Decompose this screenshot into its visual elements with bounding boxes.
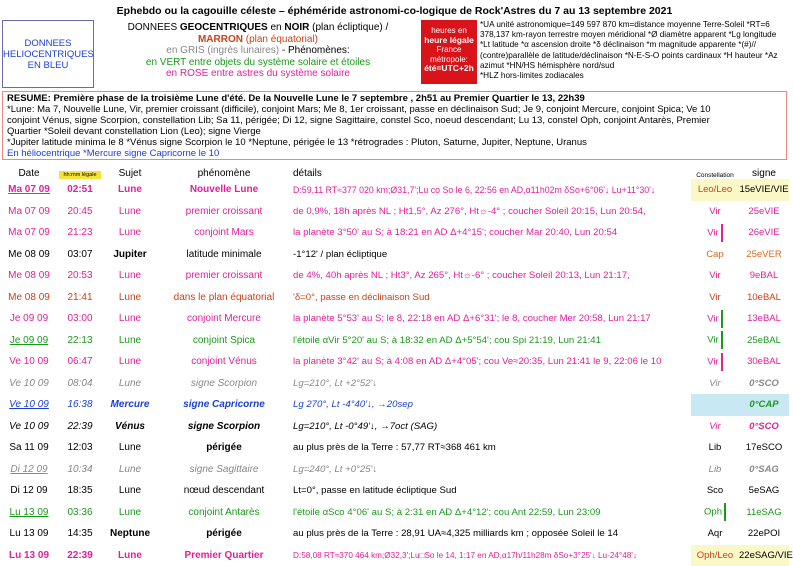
cell-const: Lib [691,437,739,459]
units-line: *Lt latitude *α ascension droite *δ déclinaison *m magnitude apparente *(#)// [480,40,789,50]
cell-sujet: Lune [102,480,158,502]
cell-date: Ve 10 09 [0,416,58,438]
geo-vert: en VERT entre objets du système solaire et étoiles [96,57,420,69]
cell-details: -1°12' / plan écliptique [290,244,691,266]
cell-signe: 0°SCO [739,373,789,395]
cell-const: Aqr [691,523,739,545]
cell-phen: Premier Quartier [158,545,290,566]
legal-time-box [421,20,477,84]
cell-signe: 0°CAP [739,394,789,416]
geo-text: DONNEES [128,22,180,33]
cell-phen: conjoint Spica [158,330,290,352]
table-row [0,330,789,352]
cell-time: 22:39 [58,545,102,566]
table-row [0,179,789,201]
cell-time: 03:36 [58,502,102,524]
cell-const: Vir [691,265,739,287]
marker-bar [721,224,723,242]
cell-sujet: Neptune [102,523,158,545]
cell-phen: conjoint Mercure [158,308,290,330]
col-phen: phénomène [158,164,290,179]
cell-details: Lt=0°, passe en latitude écliptique Sud [290,480,691,502]
cell-sujet: Lune [102,437,158,459]
cell-signe: 25eVIE [739,201,789,223]
table-row [0,222,789,244]
cell-details [290,287,691,309]
marker-bar [721,310,723,328]
cell-details: D:59,11 RT≈377 020 km;Ø31,7';Lu co So le 6, 22:56 en AD,α11h02m δSo+6°06'↓ Lu+11°30'↓ [290,179,691,201]
cell-sujet: Lune [102,179,158,201]
resume-line: *Lune: Ma 7, Nouvelle Lune, Vir, premier croissant (difficile), conjoint Mars; Me 8, 1er croissant, passe en déclinaison Sud; Je 9, conjoint Mercure, conjoint Spica; Ve 10 [7,104,782,115]
cell-date: Ma 07 09 [0,201,58,223]
cell-phen: signe Scorpion [158,373,290,395]
cell-phen: premier croissant [158,265,290,287]
cell-date [0,179,58,201]
legal-line: France [421,45,477,55]
geo-rose: en ROSE entre astres du système solaire [96,68,420,80]
cell-signe: 25eBAL [739,330,789,352]
cell-phen: signe Sagittaire [158,459,290,481]
date-text: Lu 13 09 [10,507,49,518]
cell-sujet: Vénus [102,416,158,438]
legal-line: été=UTC+2h [424,63,474,73]
cell-date: Me 08 09 [0,287,58,309]
cell-sujet: Lune [102,330,158,352]
helio-line: HELIOCENTRIQUES [3,49,93,60]
cell-phen: latitude minimale [158,244,290,266]
resume-line: conjoint Vénus, signe Scorpion, constellation Lib; Sa 11, périgée; Di 12, signe Sagittaire, constel Sco, noeud descendant; Lu 13, constel Oph, conjoint Antarès, Premier [7,115,782,126]
cell-date [0,394,58,416]
const-text: Vir [707,356,718,367]
cell-time: 14:35 [58,523,102,545]
cell-date: Me 08 09 [0,265,58,287]
table-row [0,201,789,223]
cell-sujet: Lune [102,222,158,244]
marker-bar [724,503,726,521]
cell-date: Lu 13 09 [0,523,58,545]
resume-box [2,91,787,160]
table-row [0,459,789,481]
cell-time: 20:53 [58,265,102,287]
cell-signe: 9eBAL [739,265,789,287]
cell-phen: conjoint Antarès [158,502,290,524]
units-line: 378,137 km-rayon terrestre moyen méridional *Ø diamètre apparent *Lg longitude [480,30,789,40]
cell-const [691,394,739,416]
cell-sujet: Jupiter [102,244,158,266]
cell-date: Ma 07 09 [0,222,58,244]
cell-details: la planète 5°53' au S; le 8, 22:18 en AD Δ+6°31'; le 8, coucher Mer 20:58, Lun 21:17 [290,308,691,330]
cell-const: Leo/Leo [691,179,739,201]
resume-line: RESUME: Première phase de la troisième Lune d'été. De la Nouvelle Lune le 7 septembre , 2h51 au Premier Quartier le 13, 22h39 [7,93,585,104]
cell-phen: signe Capricorne [158,394,290,416]
cell-time: 10:34 [58,459,102,481]
cell-signe: 5eSAG [739,480,789,502]
cell-signe: 0°SCO [739,416,789,438]
cell-signe: 17eSCO [739,437,789,459]
const-text: Vir [707,227,718,238]
table-row [0,265,789,287]
cell-time: 22:13 [58,330,102,352]
phen-text: signe Scorpion [188,421,260,432]
cell-date: Lu 13 09 [0,545,58,566]
cell-phen: dans le plan équatorial [158,287,290,309]
cell-date: Je 09 09 [0,308,58,330]
col-signe: signe [739,164,789,179]
cell-sujet: Lune [102,459,158,481]
table-row [0,437,789,459]
cell-date: Ve 10 09 [0,351,58,373]
cell-phen: conjoint Vénus [158,351,290,373]
helio-legend [2,20,94,88]
cell-time: 06:47 [58,351,102,373]
cell-time: 22:39 [58,416,102,438]
table-header [0,164,789,179]
cell-time: 08:04 [58,373,102,395]
cell-time: 21:23 [58,222,102,244]
cell-const: Vir [691,416,739,438]
col-const: Constellation [691,164,739,179]
cell-sujet: Lune [102,502,158,524]
resume-line: Quartier *Soleil devant constellation Lion (Leo); signe Vierge [7,126,782,137]
cell-phen: Nouvelle Lune [158,179,290,201]
cell-sujet: Lune [102,287,158,309]
geo-bold: GEOCENTRIQUES [180,22,268,33]
cell-date [0,502,58,524]
cell-signe: 25eVER [739,244,789,266]
geo-gris: en GRIS (ingrès lunaires) [166,45,279,56]
geo-marron: MARRON [198,34,243,45]
cell-time: 18:35 [58,480,102,502]
const-text: Vir [707,313,718,324]
cell-signe: 0°SAG [739,459,789,481]
geo-marron-text: (plan équatorial) [243,34,318,45]
geo-noir: NOIR [284,22,309,33]
col-time-label: hh:mm légale [59,171,100,179]
geo-text: en [268,22,285,33]
cell-sujet: Lune [102,373,158,395]
cell-details: l'étoile αSco 4°06' au S; à 2:31 en AD Δ+4°12'; cou Ant 22:59, Lun 23:09 [290,502,691,524]
cell-sujet: Lune [102,308,158,330]
cell-sujet: Mercure [102,394,158,416]
units-line: *UA unité astronomique=149 597 870 km=distance moyenne Terre-Soleil *RT=6 [480,20,789,30]
cell-date: Me 08 09 [0,244,58,266]
resume-line: *Jupiter latitude minima le 8 *Vénus signe Scorpion le 10 *Neptune, périgée le 13 *rétrogrades : Pluton, Saturne, Jupiter, Neptune, Uranus [7,137,782,148]
cell-const: Oph/Leo [691,545,739,566]
cell-details: la planète 3°50' au S; à 18:21 en AD Δ+4°15'; coucher Mar 20:40, Lun 20:54 [290,222,691,244]
geo-text: (plan écliptique) / [309,22,388,33]
cell-details: Lg=240°, Lt +0°25'↓ [290,459,691,481]
cell-signe: 11eSAG [739,502,789,524]
const-text: Oph [704,507,722,518]
cell-details: D:58,08 RT≈370 464 km;Ø32,3';Lu□So le 14, 1:17 en AD,α17h/11h28m δSo+3°25'↓ Lu-24°48'↓ [290,545,691,566]
cell-signe: 22eSAG/VIE [739,545,789,566]
geo-legend [96,20,420,88]
cell-details: Lg 270°, Lt -4°40'↓, →20sep [290,394,691,416]
cell-signe: 30eBAL [739,351,789,373]
cell-details: au plus près de la Terre : 57,77 RT≈368 461 km [290,437,691,459]
helio-line: DONNEES [3,38,93,49]
cell-sujet: Lune [102,265,158,287]
cell-signe: 15eVIE/VIE [739,179,789,201]
table-row [0,373,789,395]
ephemeris-table [0,164,789,566]
col-time [58,164,102,179]
cell-details: de 4%, 40h après NL ; Ht3°, Az 265°, Ht☼-6° ; coucher Soleil 20:13, Lun 21:17, [290,265,691,287]
cell-sujet: Lune [102,201,158,223]
geo-phen: - Phénomènes: [279,45,350,56]
cell-time: 12:03 [58,437,102,459]
cell-time: 03:00 [58,308,102,330]
cell-time: 21:41 [58,287,102,309]
col-date: Date [0,164,58,179]
cell-phen [158,416,290,438]
legal-line: heures en [421,26,477,36]
cell-const [691,330,739,352]
date-text: Di 12 09 [10,464,47,475]
cell-details: Lg=210°, Lt +2°52'↓ [290,373,691,395]
cell-date [0,330,58,352]
table-row [0,416,789,438]
cell-const [691,222,739,244]
cell-const [691,502,739,524]
cell-details: Lg=210°, Lt -0°49'↓, →7oct (SAG) [290,416,691,438]
table-row [0,480,789,502]
table-row [0,308,789,330]
cell-phen: nœud descendant [158,480,290,502]
cell-date: Ve 10 09 [0,373,58,395]
cell-time: 02:51 [58,179,102,201]
cell-details: l'étoile αVir 5°20' au S; à 18:32 en AD Δ+5°54'; cou Spi 21:19, Lun 21:41 [290,330,691,352]
table-row [0,244,789,266]
cell-const [691,351,739,373]
col-details: détails [290,164,691,179]
cell-signe: 10eBAL [739,287,789,309]
table-row [0,394,789,416]
table-row [0,545,789,566]
cell-const: Lib [691,459,739,481]
table-row [0,287,789,309]
cell-time: 20:45 [58,201,102,223]
cell-time: 03:07 [58,244,102,266]
units-line: *HLZ hors-limites zodiacales [480,71,789,81]
cell-details: de 0,9%, 18h après NL ; Ht1,5°, Az 276°, Ht☼-4° ; coucher Soleil 20:15, Lun 20:54, [290,201,691,223]
cell-date: Di 12 09 [0,480,58,502]
legal-line: métropole: [421,55,477,65]
date-text: Ma 07 09 [8,184,50,195]
cell-details: la planète 3°42' au S; à 4:08 en AD Δ+4°05'; cou Ve≈20:35, Lun 21:41 le 9, 22:06 le 10 [290,351,691,373]
table-row [0,502,789,524]
cell-date: Sa 11 09 [0,437,58,459]
cell-phen: périgée [158,523,290,545]
cell-date [0,459,58,481]
helio-line: EN BLEU [3,60,93,71]
table-row [0,351,789,373]
legal-line: heure légale [424,35,474,45]
cell-signe: 13eBAL [739,308,789,330]
cell-const: Vir [691,287,739,309]
cell-const: Sco [691,480,739,502]
cell-phen: premier croissant [158,201,290,223]
date-text: Je 09 09 [10,335,48,346]
units-legend [480,20,789,88]
cell-phen: conjoint Mars [158,222,290,244]
cell-time: 16:38 [58,394,102,416]
cell-sujet: Lune [102,351,158,373]
resume-line: En héliocentrique *Mercure signe Capricorne le 10 [7,148,782,159]
page-title: Ephebdo ou la cagouille céleste – éphéméride astronomi-co-logique de Rock'Astres du 7 au 13 septembre 2021 [0,5,789,17]
units-line: (contre)parallèle de latitude/déclinaison *N-E-S-O points cardinaux *H hauteur *Az [480,51,789,61]
cell-const: Vir [691,373,739,395]
col-sujet: Sujet [102,164,158,179]
details-text: 'δ=0°, passe en déclinaison Sud [293,292,430,303]
date-text: Ve 10 09 [9,399,49,410]
cell-const [691,308,739,330]
cell-signe: 22ePOI [739,523,789,545]
cell-phen: périgée [158,437,290,459]
marker-bar [721,353,723,371]
table-row [0,523,789,545]
cell-const: Cap [691,244,739,266]
cell-details: au plus près de la Terre : 28,91 UA≈4,325 milliards km ; opposée Soleil le 14 [290,523,691,545]
cell-sujet: Lune [102,545,158,566]
units-line: azimut *HN/HS hémisphère nord/sud [480,61,789,71]
cell-signe: 26eVIE [739,222,789,244]
const-text: Vir [707,335,718,346]
cell-const: Vir [691,201,739,223]
marker-bar [721,331,723,349]
